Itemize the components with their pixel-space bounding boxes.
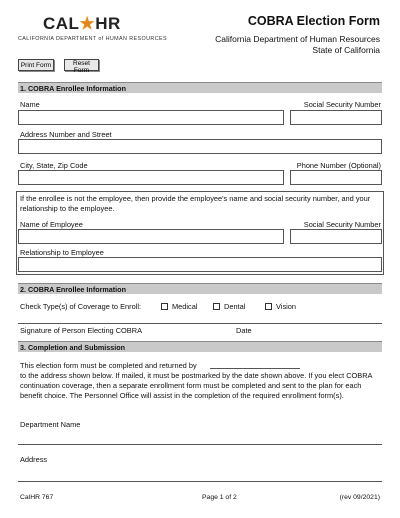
address-label: Address Number and Street bbox=[20, 130, 112, 139]
department-name-label: Department Name bbox=[20, 420, 81, 429]
medical-label: Medical bbox=[172, 302, 198, 311]
city-state-zip-label: City, State, Zip Code bbox=[20, 161, 88, 170]
employee-ssn-input[interactable] bbox=[290, 229, 382, 244]
form-id: CalHR 767 bbox=[20, 494, 54, 501]
date-label: Date bbox=[236, 326, 252, 335]
relationship-label: Relationship to Employee bbox=[20, 248, 104, 257]
reset-form-button[interactable]: Reset Form bbox=[64, 59, 99, 71]
employee-ssn-label: Social Security Number bbox=[303, 220, 381, 229]
due-date-line[interactable] bbox=[210, 368, 300, 369]
state-line: State of California bbox=[312, 45, 380, 55]
department-name-line[interactable] bbox=[18, 444, 382, 445]
address-line[interactable] bbox=[18, 481, 382, 482]
section-3-header: 3. Completion and Submission bbox=[18, 341, 382, 352]
phone-input[interactable] bbox=[290, 170, 382, 185]
vision-label: Vision bbox=[276, 302, 296, 311]
phone-label: Phone Number (Optional) bbox=[296, 161, 381, 170]
print-form-button[interactable]: Print Form bbox=[18, 59, 54, 71]
dental-label: Dental bbox=[224, 302, 246, 311]
address-input[interactable] bbox=[18, 139, 382, 154]
employee-name-label: Name of Employee bbox=[20, 220, 83, 229]
logo-text-cal: CAL bbox=[43, 14, 80, 33]
form-title: COBRA Election Form bbox=[247, 14, 380, 28]
calhr-logo bbox=[43, 14, 121, 34]
employee-note: If the enrollee is not the employee, then provide the employee's name and social security number, and your relationship to the employee. bbox=[20, 194, 371, 213]
coverage-label: Check Type(s) of Coverage to Enroll: bbox=[20, 302, 142, 311]
city-state-zip-input[interactable] bbox=[18, 170, 284, 185]
medical-checkbox[interactable] bbox=[161, 303, 168, 310]
section-2-header: 2. COBRA Enrollee Information bbox=[18, 283, 382, 294]
logo-subtitle: CALIFORNIA DEPARTMENT of HUMAN RESOURCES bbox=[18, 36, 167, 42]
dental-checkbox[interactable] bbox=[213, 303, 220, 310]
star-icon: ★ bbox=[79, 14, 96, 33]
submission-paragraph: This election form must be completed and returned by to the address shown below. If mailed, it must be postmarked by the date shown above. If you elect COBRA continuation coverage, then a separate enrollment form must be completed and sent to the plan for each benefit choice. The Personnel Office will assist in the completion of the required enrollment form(s). bbox=[20, 361, 373, 400]
ssn-input[interactable] bbox=[290, 110, 382, 125]
department-line: California Department of Human Resources bbox=[215, 34, 380, 44]
signature-line[interactable] bbox=[18, 323, 382, 324]
vision-checkbox[interactable] bbox=[265, 303, 272, 310]
relationship-input[interactable] bbox=[18, 257, 382, 272]
address-section-label: Address bbox=[20, 455, 48, 464]
employee-name-input[interactable] bbox=[18, 229, 284, 244]
name-label: Name bbox=[20, 100, 40, 109]
page-number: Page 1 of 2 bbox=[202, 494, 237, 501]
revision: (rev 09/2021) bbox=[339, 494, 380, 501]
ssn-label: Social Security Number bbox=[303, 100, 381, 109]
section-1-header: 1. COBRA Enrollee Information bbox=[18, 82, 382, 93]
signature-label: Signature of Person Electing COBRA bbox=[20, 326, 143, 335]
logo-text-hr: HR bbox=[95, 14, 121, 33]
name-input[interactable] bbox=[18, 110, 284, 125]
